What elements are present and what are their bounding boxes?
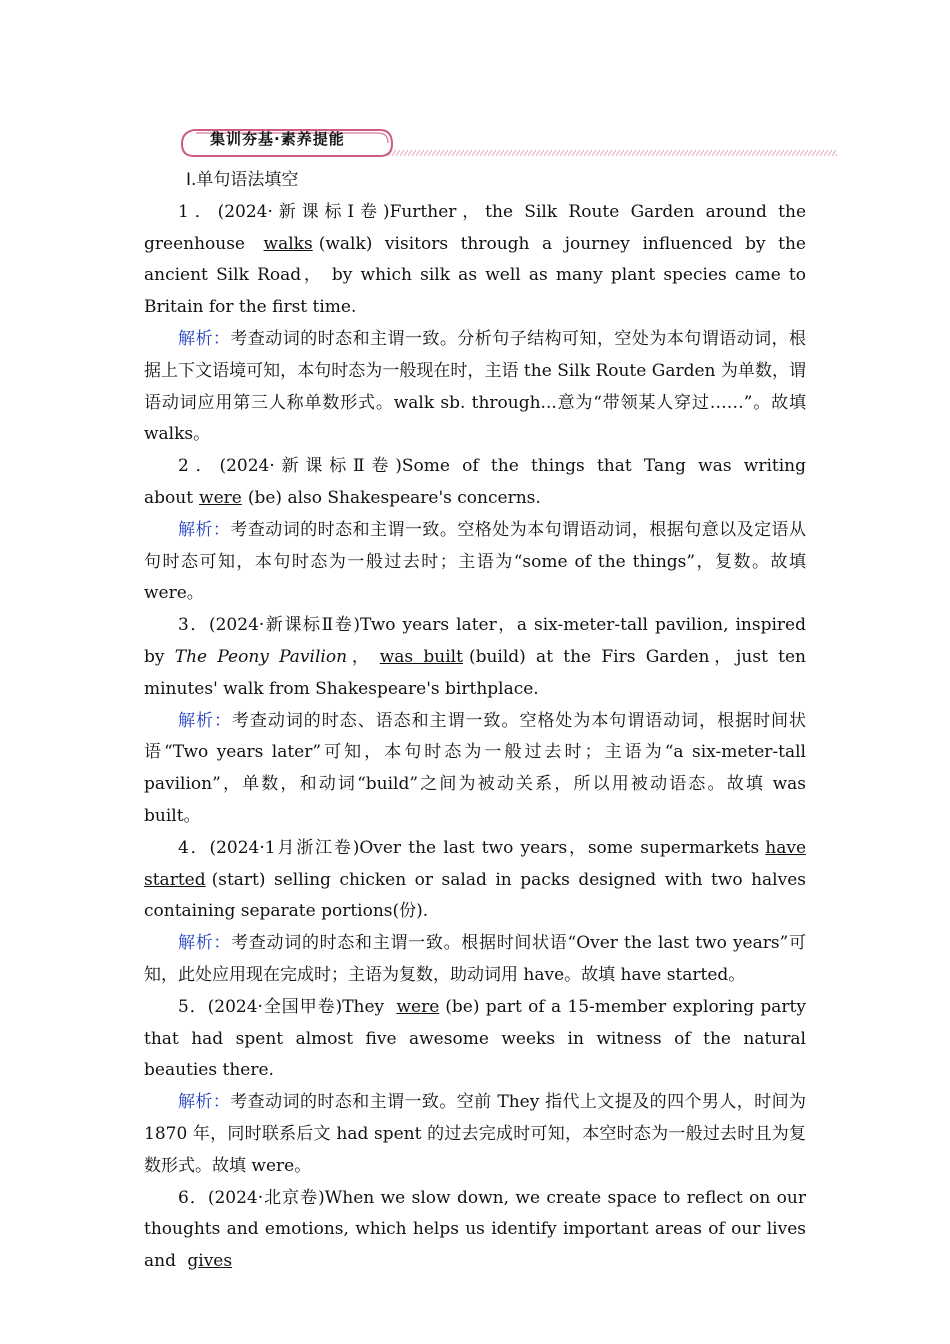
explanation-4: 解析：考查动词的时态和主谓一致。根据时间状语“Over the last two years”可知，此处应用现在完成时；主语为复数，助动词用 have。故填 have started。	[144, 933, 807, 985]
explanation-5: 解析：考查动词的时态和主谓一致。空前 They 指代上文提及的四个男人，时间为 1870 年，同时联系后文 had spent 的过去完成时可知，本空时态为一般过去时且为复数形式。故填 were。	[144, 1092, 807, 1176]
answer-blank: walks	[263, 233, 313, 254]
title-italic: The Peony Pavilion	[174, 646, 348, 667]
explanation-2: 解析：考查动词的时态和主谓一致。空格处为本句谓语动词，根据句意以及定语从句时态可知，本句时态为一般过去时；主语为“some of the things”，复数。故填 were。	[144, 519, 807, 604]
answer-blank: was built	[379, 646, 463, 667]
answer-blank: were	[396, 996, 440, 1017]
explanation-3: 解析：考查动词的时态、语态和主谓一致。空格处为本句谓语动词，根据时间状语“Two years later”可知，本句时态为一般过去时；主语为“a six-meter-tall pavilion”，单数，和动词“build”之间为被动关系，所以用被动语态。故填 was built。	[144, 710, 807, 826]
question-1: 1．(2024·新课标Ⅰ卷)Further，the Silk Route Garden around the greenhouse walks (walk) visitors through a journey influenced by the ancient Silk Road， by which silk as well as many plant species came to Britain for the first time.	[144, 201, 806, 318]
explanation-label: 解析：	[178, 933, 232, 954]
explanation-1: 解析：考查动词的时态和主谓一致。分析句子结构可知，空处为本句谓语动词，根据上下文语境可知，本句时态为一般现在时，主语 the Silk Route Garden 为单数，谓语动词应用第三人称单数形式。walk sb. through...意为“带领某人穿过……”。故填 walks。	[144, 328, 807, 445]
explanation-label: 解析：	[178, 1092, 231, 1113]
explanation-label: 解析：	[178, 328, 231, 349]
question-4: 4．(2024·1月浙江卷)Over the last two years，some supermarkets have started (start) selling chicken or salad in packs designed with two halves containing separate portions(份).	[144, 837, 806, 922]
exercise-content	[144, 165, 806, 1278]
section-banner	[180, 126, 840, 162]
explanation-label: 解析：	[178, 710, 232, 731]
section-title: Ⅰ.单句语法填空	[186, 170, 299, 190]
question-2: 2．(2024·新课标Ⅱ卷)Some of the things that Tang was writing about were (be) also Shakespeare's concerns.	[144, 456, 806, 508]
answer-blank: have started	[144, 837, 806, 890]
answer-blank: gives	[187, 1251, 233, 1272]
banner-title: 集训夯基·素养提能	[210, 130, 345, 148]
explanation-label: 解析：	[178, 519, 231, 540]
question-5: 5．(2024·全国甲卷)They were (be) part of a 15-member exploring party that had spent almost five awesome weeks in witness of the natural beauties there.	[144, 996, 806, 1081]
question-3: 3．(2024·新课标Ⅱ卷)Two years later，a six-meter-tall pavilion, inspired by The Peony Pavilion， was built (build) at the Firs Garden，just ten minutes' walk from Shakespeare's birthplace.	[144, 615, 807, 699]
answer-blank: were	[199, 487, 242, 508]
question-6: 6．(2024·北京卷)When we slow down, we create space to reflect on our thoughts and emotions, which helps us identify important areas of our lives and gives	[144, 1187, 806, 1272]
